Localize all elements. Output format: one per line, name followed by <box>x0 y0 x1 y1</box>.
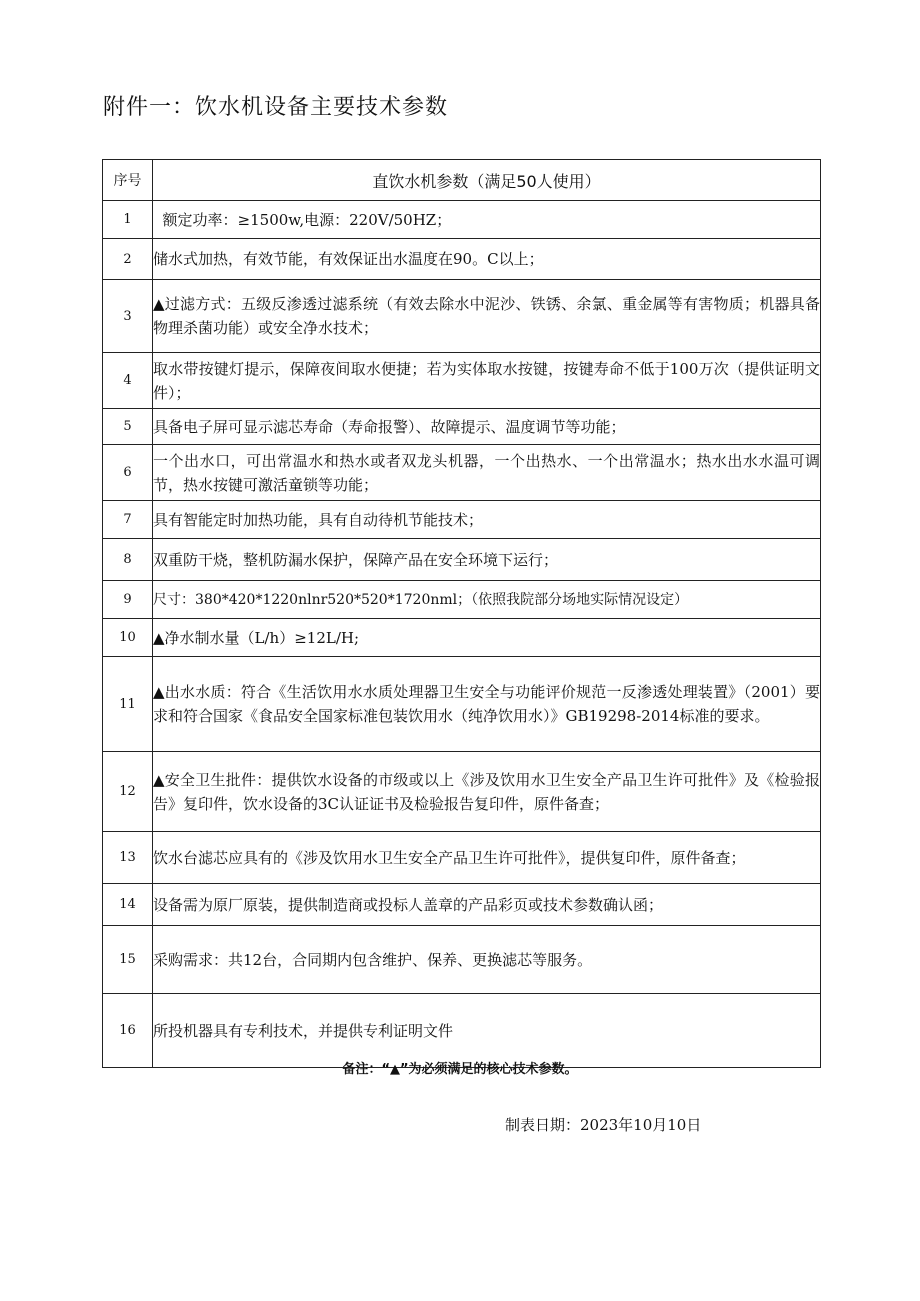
table-row <box>103 201 821 239</box>
row-no: 5 <box>103 409 153 445</box>
table-row <box>103 501 821 539</box>
row-no: 3 <box>103 280 153 353</box>
table-row <box>103 926 821 994</box>
table-row <box>103 239 821 280</box>
page-title: 附件一：饮水机设备主要技术参数 <box>103 95 449 120</box>
table-row <box>103 353 821 409</box>
table-row <box>103 752 821 832</box>
row-text: 饮水台滤芯应具有的《涉及饮用水卫生安全产品卫生许可批件》，提供复印件，原件备查； <box>153 832 821 884</box>
row-text: 具备电子屏可显示滤芯寿命（寿命报警）、故障提示、温度调节等功能； <box>153 409 821 445</box>
row-no: 9 <box>103 581 153 619</box>
row-no: 10 <box>103 619 153 657</box>
row-no: 8 <box>103 539 153 581</box>
row-text: 取水带按键灯提示，保障夜间取水便捷；若为实体取水按键，按键寿命不低于100万次（提供证明文件）； <box>153 353 821 409</box>
row-text: 双重防干烧，整机防漏水保护，保障产品在安全环境下运行； <box>153 539 821 581</box>
row-text: 尺寸：380*420*1220nlnr520*520*1720nml；（依照我院部分场地实际情况设定） <box>153 581 821 619</box>
row-text: 采购需求：共12台，合同期内包含维护、保养、更换滤芯等服务。 <box>153 926 821 994</box>
row-text: 所投机器具有专利技术，并提供专利证明文件 <box>153 994 821 1068</box>
header-spec: 直饮水机参数（满足50人使用） <box>153 160 821 201</box>
spec-table <box>102 159 821 1068</box>
row-no: 11 <box>103 657 153 752</box>
row-text: ▲净水制水量（L/h）≥12L/H; <box>153 619 821 657</box>
table-header-row <box>103 160 821 201</box>
row-no: 4 <box>103 353 153 409</box>
table-row <box>103 619 821 657</box>
table-row <box>103 994 821 1068</box>
row-text: ▲过滤方式：五级反渗透过滤系统（有效去除水中泥沙、铁锈、余氯、重金属等有害物质；机器具备物理杀菌功能）或安全净水技术； <box>153 280 821 353</box>
table-date: 制表日期：2023年10月10日 <box>505 1116 702 1134</box>
row-no: 7 <box>103 501 153 539</box>
table-row <box>103 539 821 581</box>
table-row <box>103 884 821 926</box>
table-row <box>103 657 821 752</box>
row-text: 具有智能定时加热功能，具有自动待机节能技术； <box>153 501 821 539</box>
row-no: 15 <box>103 926 153 994</box>
footnote: 备注：“▲”为必须满足的核心技术参数。 <box>342 1062 578 1077</box>
table-row <box>103 832 821 884</box>
table-row <box>103 445 821 501</box>
row-text: 设备需为原厂原装，提供制造商或投标人盖章的产品彩页或技术参数确认函； <box>153 884 821 926</box>
row-no: 6 <box>103 445 153 501</box>
row-no: 13 <box>103 832 153 884</box>
row-no: 14 <box>103 884 153 926</box>
row-no: 12 <box>103 752 153 832</box>
header-no: 序号 <box>103 160 153 201</box>
row-no: 1 <box>103 201 153 239</box>
row-text: 一个出水口，可出常温水和热水或者双龙头机器，一个出热水、一个出常温水；热水出水水温可调节，热水按键可激活童锁等功能； <box>153 445 821 501</box>
table-row <box>103 280 821 353</box>
row-text: 储水式加热，有效节能，有效保证出水温度在90。C以上； <box>153 239 821 280</box>
row-no: 2 <box>103 239 153 280</box>
row-text: 额定功率：≥1500w,电源：220V/50HZ； <box>153 201 821 239</box>
table-row <box>103 581 821 619</box>
row-text: ▲安全卫生批件：提供饮水设备的市级或以上《涉及饮用水卫生安全产品卫生许可批件》及《检验报告》复印件，饮水设备的3C认证证书及检验报告复印件，原件备查； <box>153 752 821 832</box>
table-row <box>103 409 821 445</box>
row-text: ▲出水水质：符合《生活饮用水水质处理器卫生安全与功能评价规范一反渗透处理装置》（2001）要求和符合国家《食品安全国家标准包装饮用水（纯净饮用水）》GB19298-2014标准的要求。 <box>153 657 821 752</box>
row-no: 16 <box>103 994 153 1068</box>
